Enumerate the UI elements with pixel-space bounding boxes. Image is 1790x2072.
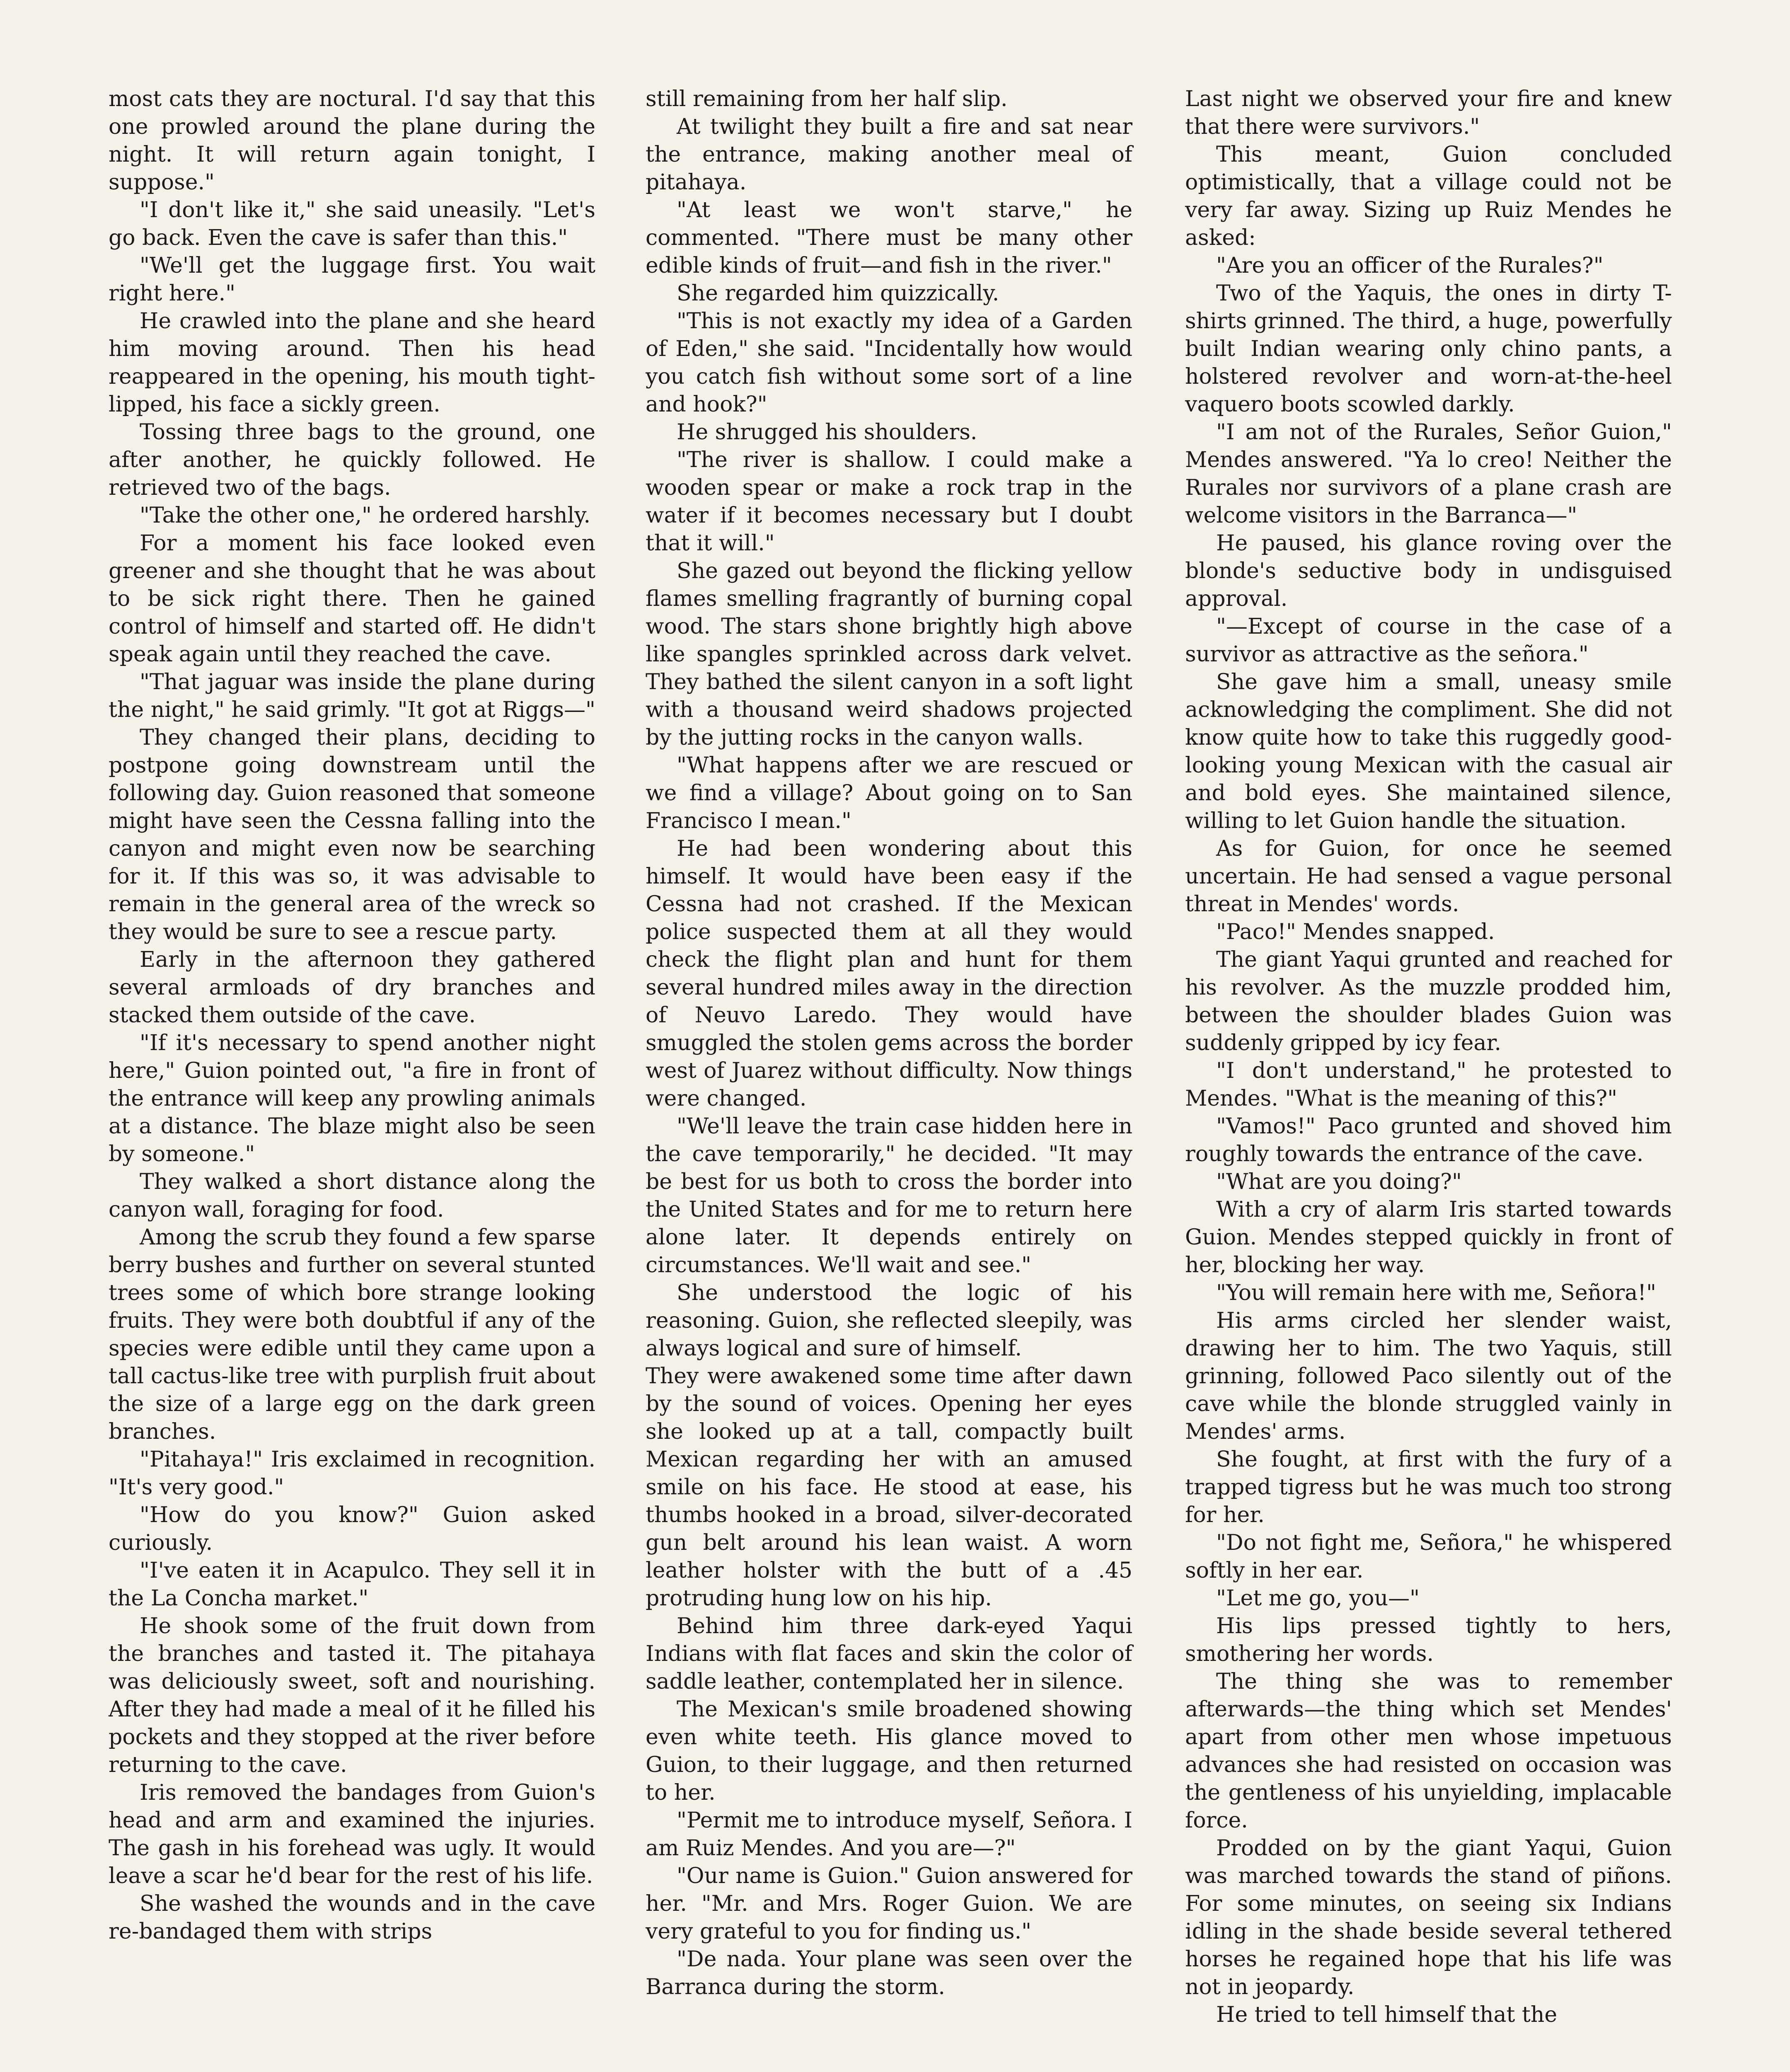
paragraph: Iris removed the bandages from Guion's head and arm and examined the injuries. The gash in his forehead was ugly. It would leave a scar he'd bear for the rest of his life.	[109, 1780, 595, 1888]
paragraph: "Pitahaya!" Iris exclaimed in recognition. "It's very good."	[109, 1447, 595, 1500]
paragraph: "At least we won't starve," he commented. "There must be many other edible kinds of fruit—and fish in the river."	[646, 198, 1132, 278]
paragraph: They changed their plans, deciding to postpone going downstream until the following day. Guion reasoned that someone might have seen the Cessna falling into the canyon and might even now be searching for it. If this was so, it was advisable to remain in the general area of the wreck so they would be sure to see a rescue party.	[109, 725, 595, 944]
paragraph: "I've eaten it in Acapulco. They sell it in the La Concha market."	[109, 1558, 595, 1611]
paragraph: "Our name is Guion." Guion answered for her. "Mr. and Mrs. Roger Guion. We are very grateful to you for finding us."	[646, 1864, 1132, 1944]
paragraph: "Do not fight me, Señora," he whispered softly in her ear.	[1185, 1530, 1672, 1583]
paragraph: The thing she was to remember afterwards—the thing which set Mendes' apart from other men whose impetuous advances she had resisted on occasion was the gentleness of his unyielding, implacable force.	[1185, 1669, 1672, 1833]
paragraph: Prodded on by the giant Yaqui, Guion was marched towards the stand of piñons. For some minutes, on seeing six Indians idling in the shade beside several tethered horses he regained hope that his life was not in jeopardy.	[1185, 1836, 1672, 1999]
paragraph: "—Except of course in the case of a survivor as attractive as the señora."	[1185, 614, 1672, 667]
paragraph: Last night we observed your fire and knew that there were survivors."	[1185, 87, 1672, 139]
paragraph: "We'll get the luggage first. You wait right here."	[109, 253, 595, 306]
paragraph: She washed the wounds and in the cave re-bandaged them with strips	[109, 1891, 595, 1944]
paragraph: Among the scrub they found a few sparse berry bushes and further on several stunted trees some of which bore strange looking fruits. They were both doubtful if any of the species were edible until they came upon a tall cactus-like tree with purplish fruit about the size of a large egg on the dark green branches.	[109, 1225, 595, 1444]
text-column-2	[646, 85, 1132, 2001]
paragraph: "Permit me to introduce myself, Señora. I am Ruiz Mendes. And you are—?"	[646, 1808, 1132, 1861]
paragraph: Tossing three bags to the ground, one after another, he quickly followed. He retrieved two of the bags.	[109, 420, 595, 500]
paragraph: "This is not exactly my idea of a Garden of Eden," she said. "Incidentally how would you catch fish without some sort of a line and hook?"	[646, 309, 1132, 417]
paragraph: "What are you doing?"	[1216, 1169, 1462, 1194]
paragraph: "Are you an officer of the Rurales?"	[1216, 253, 1604, 278]
paragraph: The giant Yaqui grunted and reached for his revolver. As the muzzle prodded him, between the shoulder blades Guion was suddenly gripped by icy fear.	[1185, 947, 1672, 1055]
paragraph: She fought, at first with the fury of a trapped tigress but he was much too strong for her.	[1185, 1447, 1672, 1527]
paragraph: Two of the Yaquis, the ones in dirty T-shirts grinned. The third, a huge, powerfully built Indian wearing only chino pants, a holstered revolver and worn-at-the-heel vaquero boots scowled darkly.	[1185, 281, 1672, 417]
paragraph: His arms circled her slender waist, drawing her to him. The two Yaquis, still grinning, followed Paco silently out of the cave while the blonde struggled vainly in Mendes' arms.	[1185, 1308, 1672, 1444]
paragraph: As for Guion, for once he seemed uncertain. He had sensed a vague personal threat in Mendes' words.	[1185, 836, 1672, 917]
paragraph: "Paco!" Mendes snapped.	[1216, 920, 1495, 944]
paragraph: He shrugged his shoulders.	[677, 420, 977, 445]
paragraph: She gazed out beyond the flicking yellow flames smelling fragrantly of burning copal wood. The stars shone brightly high above like spangles sprinkled across dark velvet. They bathed the silent canyon in a soft light with a thousand weird shadows projected by the jutting rocks in the canyon walls.	[646, 559, 1132, 750]
paragraph: "You will remain here with me, Señora!"	[1216, 1280, 1657, 1305]
paragraph: "Take the other one," he ordered harshly.	[140, 503, 591, 528]
paragraph: Early in the afternoon they gathered several armloads of dry branches and stacked them outside of the cave.	[109, 947, 595, 1028]
paragraph: He paused, his glance roving over the blonde's seductive body in undisguised approval.	[1185, 531, 1672, 611]
paragraph: At twilight they built a fire and sat near the entrance, making another meal of pitahaya.	[646, 114, 1132, 195]
paragraph: "Vamos!" Paco grunted and shoved him roughly towards the entrance of the cave.	[1185, 1114, 1672, 1167]
paragraph: "I am not of the Rurales, Señor Guion," Mendes answered. "Ya lo creo! Neither the Rurales nor survivors of a plane crash are welcome visitors in the Barranca—"	[1185, 420, 1672, 528]
paragraph: They walked a short distance along the canyon wall, foraging for food.	[109, 1169, 595, 1222]
paragraph: Behind him three dark-eyed Yaqui Indians with flat faces and skin the color of saddle leather, contemplated her in silence.	[646, 1614, 1132, 1694]
paragraph: "I don't understand," he protested to Mendes. "What is the meaning of this?"	[1185, 1058, 1672, 1111]
paragraph: most cats they are noctural. I'd say that this one prowled around the plane during the night. It will return again tonight, I suppose."	[109, 87, 595, 195]
text-column-3	[1185, 85, 1672, 2029]
paragraph: He shook some of the fruit down from the branches and tasted it. The pitahaya was deliciously sweet, soft and nourishing. After they had made a meal of it he filled his pockets and they stopped at the river before returning to the cave.	[109, 1614, 595, 1777]
paragraph: His lips pressed tightly to hers, smothering her words.	[1185, 1614, 1672, 1666]
paragraph: "De nada. Your plane was seen over the Barranca during the storm.	[646, 1947, 1132, 1999]
text-column-1	[109, 85, 595, 1946]
paragraph: He crawled into the plane and she heard him moving around. Then his head reappeared in the opening, his mouth tight-lipped, his face a sickly green.	[109, 309, 595, 417]
paragraph: He tried to tell himself that the	[1216, 2002, 1558, 2027]
paragraph: "We'll leave the train case hidden here in the cave temporarily," he decided. "It may be best for us both to cross the border into the United States and for me to return here alone later. It depends entirely on circumstances. We'll wait and see."	[646, 1114, 1132, 1278]
paragraph: She gave him a small, uneasy smile acknowledging the compliment. She did not know quite how to take this ruggedly good-looking young Mexican with the casual air and bold eyes. She maintained silence, willing to let Guion handle the situation.	[1185, 670, 1672, 833]
paragraph: He had been wondering about this himself. It would have been easy if the Cessna had not crashed. If the Mexican police suspected them at all they would check the flight plan and hunt for them several hundred miles away in the direction of Neuvo Laredo. They would have smuggled the stolen gems across the border west of Juarez without difficulty. Now things were changed.	[646, 836, 1132, 1111]
paragraph: "Let me go, you—"	[1216, 1586, 1420, 1611]
paragraph: still remaining from her half slip.	[646, 87, 1008, 111]
paragraph: "The river is shallow. I could make a wooden spear or make a rock trap in the water if it becomes necessary but I doubt that it will."	[646, 448, 1132, 556]
paragraph: "That jaguar was inside the plane during the night," he said grimly. "It got at Riggs—"	[109, 670, 595, 722]
paragraph: For a moment his face looked even greener and she thought that he was about to be sick right there. Then he gained control of himself and started off. He didn't speak again until they reached the cave.	[109, 531, 595, 667]
paragraph: They were awakened some time after dawn by the sound of voices. Opening her eyes she looked up at a tall, compactly built Mexican regarding her with an amused smile on his face. He stood at ease, his thumbs hooked in a broad, silver-decorated gun belt around his lean waist. A worn leather holster with the butt of a .45 protruding hung low on his hip.	[646, 1364, 1132, 1611]
paragraph: "How do you know?" Guion asked curiously.	[109, 1503, 595, 1555]
paragraph: "What happens after we are rescued or we find a village? About going on to San Francisco I mean."	[646, 753, 1132, 833]
paragraph: This meant, Guion concluded optimistically, that a village could not be very far away. Sizing up Ruiz Mendes he asked:	[1185, 142, 1672, 250]
paragraph: The Mexican's smile broadened showing even white teeth. His glance moved to Guion, to their luggage, and then returned to her.	[646, 1697, 1132, 1805]
paragraph: She understood the logic of his reasoning. Guion, she reflected sleepily, was always logical and sure of himself.	[646, 1280, 1132, 1361]
paragraph: "I don't like it," she said uneasily. "Let's go back. Even the cave is safer than this."	[109, 198, 595, 250]
paragraph: She regarded him quizzically.	[677, 281, 999, 306]
paragraph: "If it's necessary to spend another night here," Guion pointed out, "a fire in front of the entrance will keep any prowling animals at a distance. The blaze might also be seen by someone."	[109, 1031, 595, 1167]
paragraph: With a cry of alarm Iris started towards Guion. Mendes stepped quickly in front of her, blocking her way.	[1185, 1197, 1672, 1278]
